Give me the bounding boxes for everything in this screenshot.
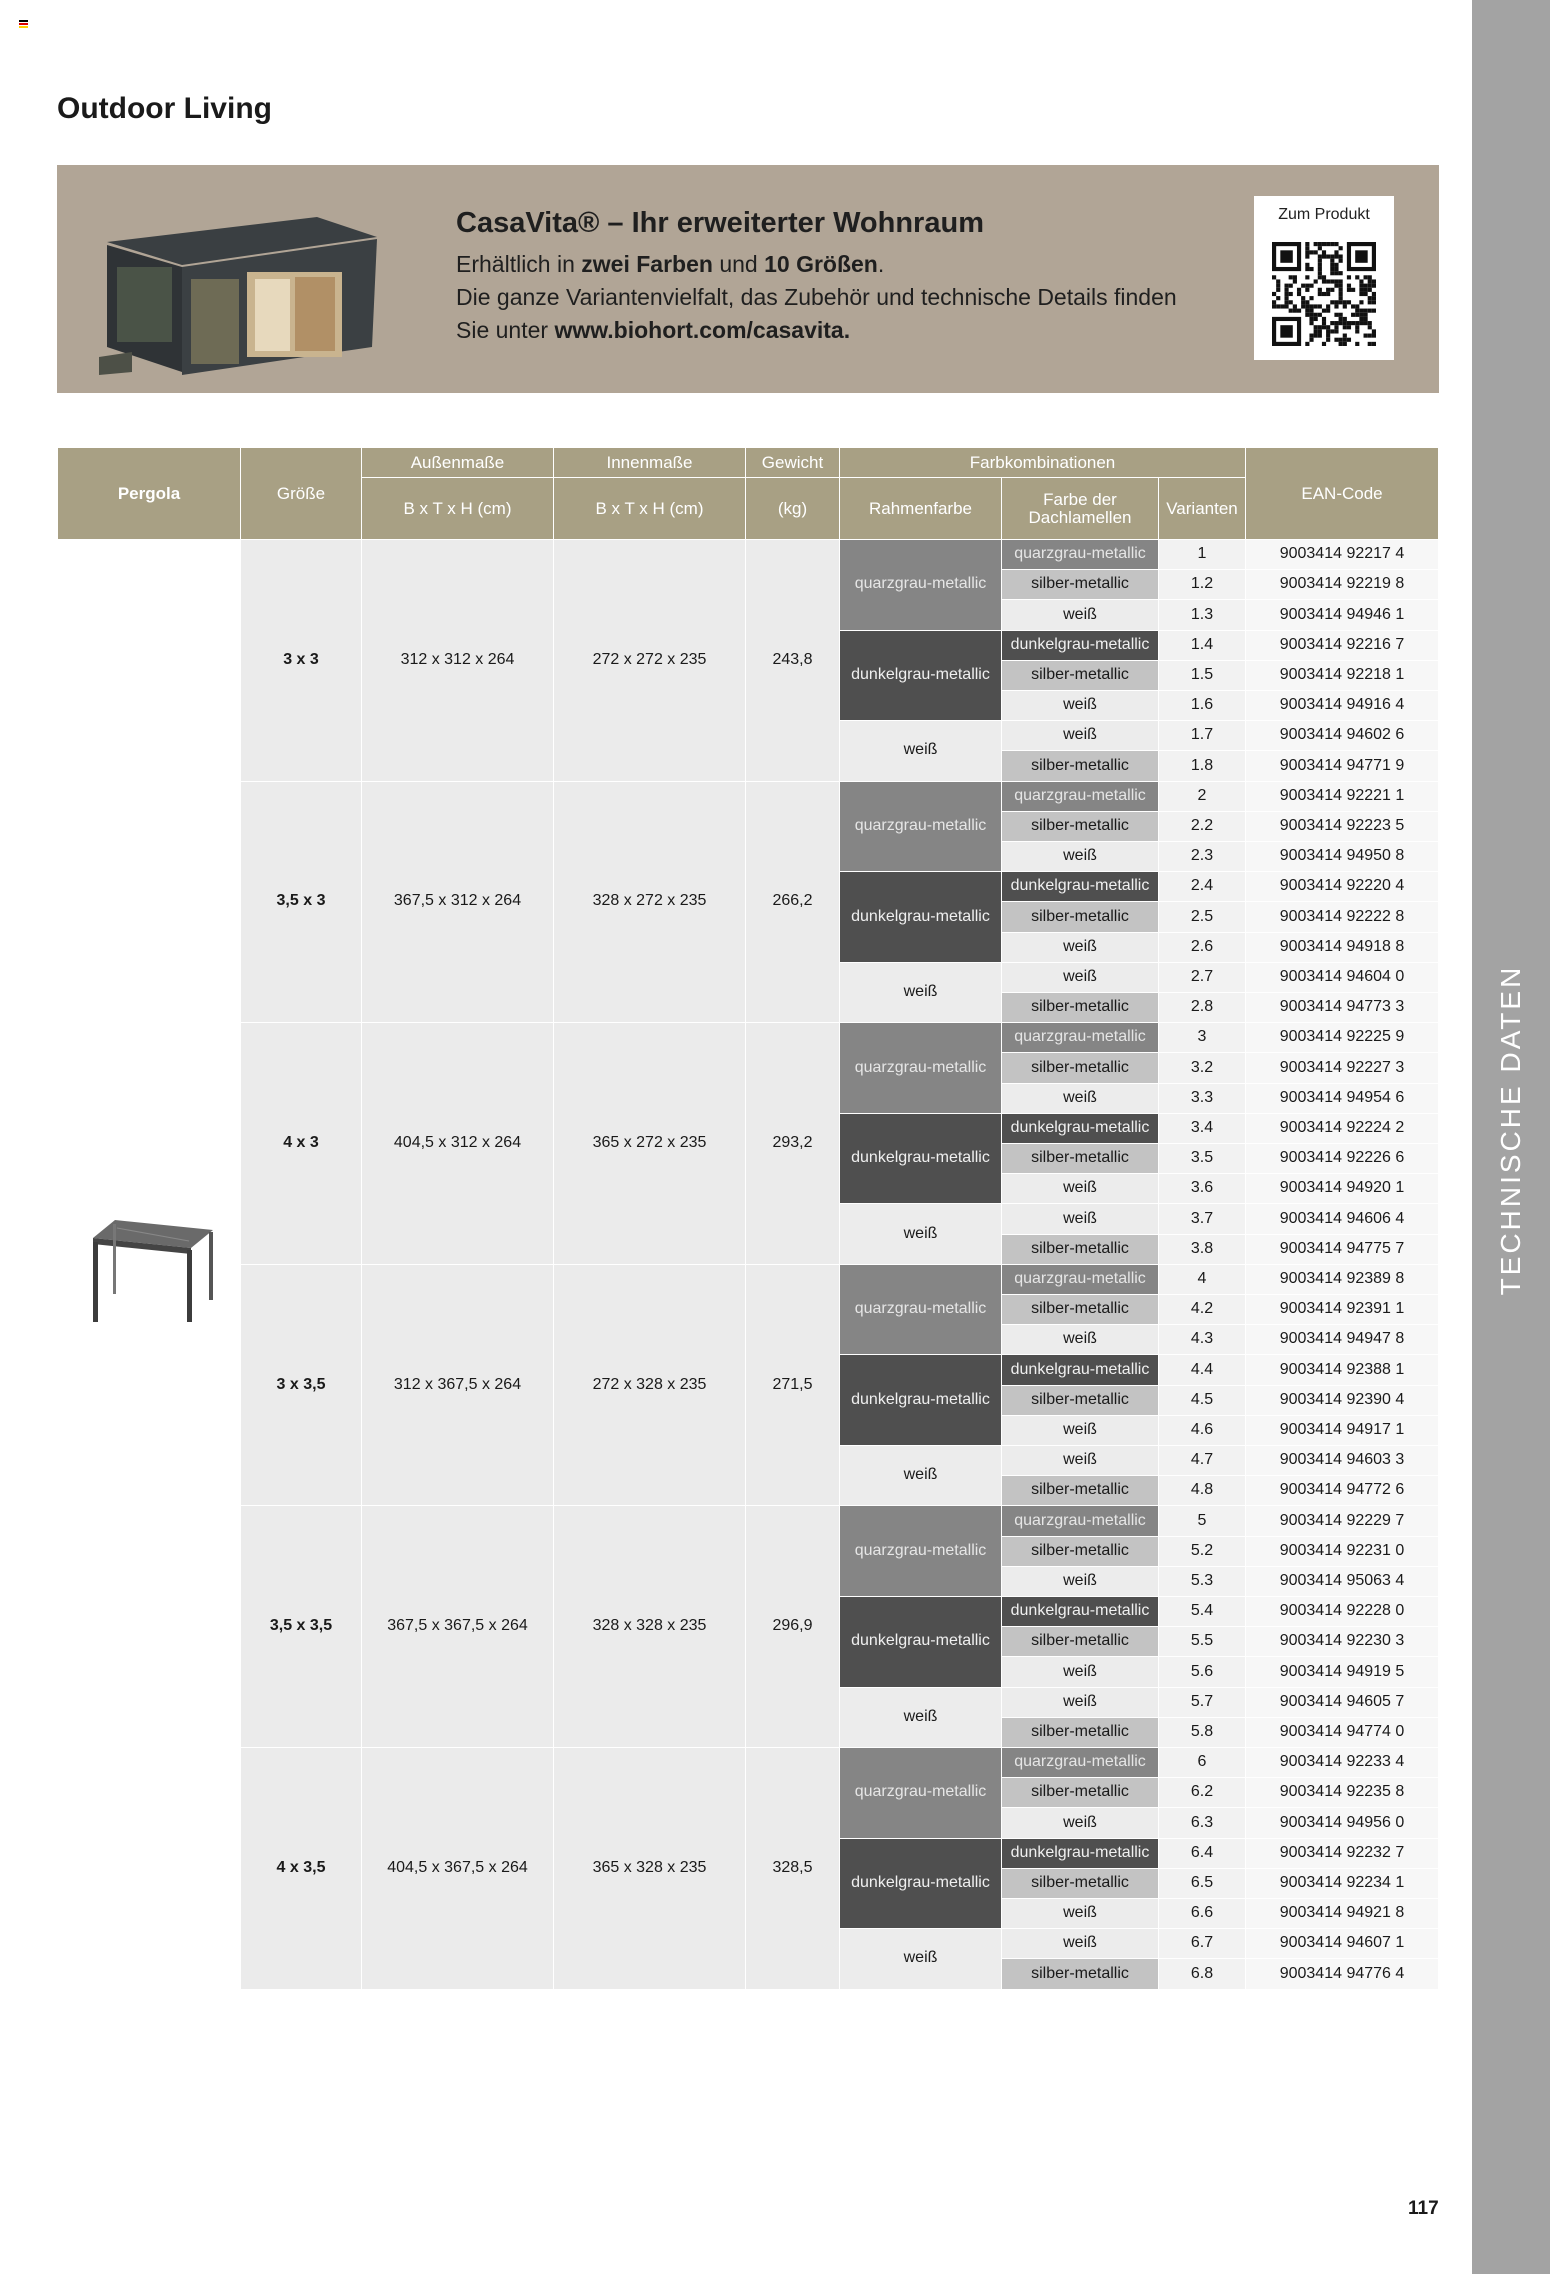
variante-cell: 5.2 (1159, 1537, 1245, 1566)
variante-cell: 5 (1159, 1506, 1245, 1535)
dachlamellen-cell: dunkelgrau-metallic (1002, 1597, 1158, 1626)
size-cell: 3,5 x 3,5 (241, 1506, 361, 1747)
ean-cell: 9003414 95063 4 (1246, 1567, 1438, 1596)
variante-cell: 6.6 (1159, 1899, 1245, 1928)
ean-cell: 9003414 92224 2 (1246, 1114, 1438, 1143)
variante-cell: 5.8 (1159, 1718, 1245, 1747)
variante-cell: 2.8 (1159, 993, 1245, 1022)
dachlamellen-cell: weiß (1002, 1688, 1158, 1717)
ean-cell: 9003414 92391 1 (1246, 1295, 1438, 1324)
dachlamellen-cell: silber-metallic (1002, 1959, 1158, 1988)
ean-cell: 9003414 92220 4 (1246, 872, 1438, 901)
rahmenfarbe-cell: quarzgrau-metallic (840, 1265, 1001, 1355)
ean-cell: 9003414 92231 0 (1246, 1537, 1438, 1566)
ean-cell: 9003414 92216 7 (1246, 631, 1438, 660)
variante-cell: 2 (1159, 782, 1245, 811)
ean-cell: 9003414 92222 8 (1246, 902, 1438, 931)
variante-cell: 5.6 (1159, 1657, 1245, 1686)
rahmenfarbe-cell: quarzgrau-metallic (840, 540, 1001, 630)
gewicht-cell: 296,9 (746, 1506, 839, 1747)
ean-cell: 9003414 94606 4 (1246, 1204, 1438, 1233)
ean-cell: 9003414 94946 1 (1246, 600, 1438, 629)
variante-cell: 6.4 (1159, 1839, 1245, 1868)
gewicht-cell: 266,2 (746, 782, 839, 1023)
variante-cell: 3.2 (1159, 1053, 1245, 1082)
variante-cell: 1.2 (1159, 570, 1245, 599)
dachlamellen-cell: silber-metallic (1002, 1053, 1158, 1082)
dachlamellen-cell: weiß (1002, 691, 1158, 720)
rahmenfarbe-cell: weiß (840, 1204, 1001, 1263)
header-rahmenfarbe: Rahmenfarbe (840, 478, 1001, 539)
header-groesse: Größe (241, 448, 361, 539)
banner-line-2: Die ganze Variantenvielfalt, das Zubehör und technische Details finden (456, 284, 1177, 310)
gewicht-cell: 243,8 (746, 540, 839, 781)
ean-cell: 9003414 92223 5 (1246, 812, 1438, 841)
innenmasse-cell: 272 x 272 x 235 (554, 540, 745, 781)
variante-cell: 3.4 (1159, 1114, 1245, 1143)
dachlamellen-cell: weiß (1002, 1204, 1158, 1233)
dachlamellen-cell: silber-metallic (1002, 902, 1158, 931)
pergola-table (57, 447, 1438, 1993)
rahmenfarbe-cell: weiß (840, 721, 1001, 780)
ean-cell: 9003414 94602 6 (1246, 721, 1438, 750)
header-innenmasse: Innenmaße (554, 448, 745, 477)
dachlamellen-cell: silber-metallic (1002, 993, 1158, 1022)
ean-cell: 9003414 92388 1 (1246, 1355, 1438, 1384)
variante-cell: 4.4 (1159, 1355, 1245, 1384)
rahmenfarbe-cell: quarzgrau-metallic (840, 1023, 1001, 1113)
dachlamellen-cell: dunkelgrau-metallic (1002, 1114, 1158, 1143)
ean-cell: 9003414 92390 4 (1246, 1386, 1438, 1415)
variante-cell: 2.7 (1159, 963, 1245, 992)
dachlamellen-cell: dunkelgrau-metallic (1002, 872, 1158, 901)
rahmenfarbe-cell: quarzgrau-metallic (840, 1748, 1001, 1838)
dachlamellen-cell: weiß (1002, 1446, 1158, 1475)
variante-cell: 1.7 (1159, 721, 1245, 750)
size-cell: 3,5 x 3 (241, 782, 361, 1023)
dachlamellen-cell: silber-metallic (1002, 1476, 1158, 1505)
size-cell: 3 x 3,5 (241, 1265, 361, 1506)
variante-cell: 3.5 (1159, 1144, 1245, 1173)
dachlamellen-cell: weiß (1002, 1808, 1158, 1837)
header-aussen-sub: B x T x H (cm) (362, 478, 553, 539)
header-varianten: Varianten (1159, 478, 1245, 539)
ean-cell: 9003414 94774 0 (1246, 1718, 1438, 1747)
header-ean: EAN-Code (1246, 448, 1438, 539)
aussenmasse-cell: 404,5 x 367,5 x 264 (362, 1748, 553, 1989)
variante-cell: 4 (1159, 1265, 1245, 1294)
ean-cell: 9003414 92217 4 (1246, 540, 1438, 569)
gewicht-cell: 271,5 (746, 1265, 839, 1506)
ean-cell: 9003414 94604 0 (1246, 963, 1438, 992)
dachlamellen-cell: silber-metallic (1002, 1778, 1158, 1807)
dachlamellen-cell: weiß (1002, 1657, 1158, 1686)
variante-cell: 1.3 (1159, 600, 1245, 629)
dachlamellen-cell: silber-metallic (1002, 1627, 1158, 1656)
ean-cell: 9003414 94916 4 (1246, 691, 1438, 720)
dachlamellen-cell: silber-metallic (1002, 1144, 1158, 1173)
variante-cell: 5.7 (1159, 1688, 1245, 1717)
variante-cell: 4.8 (1159, 1476, 1245, 1505)
innenmasse-cell: 328 x 328 x 235 (554, 1506, 745, 1747)
gewicht-cell: 328,5 (746, 1748, 839, 1989)
size-cell: 4 x 3 (241, 1023, 361, 1264)
dachlamellen-cell: silber-metallic (1002, 1235, 1158, 1264)
innenmasse-cell: 365 x 272 x 235 (554, 1023, 745, 1264)
header-gewicht-sub: (kg) (746, 478, 839, 539)
dachlamellen-cell: silber-metallic (1002, 570, 1158, 599)
rahmenfarbe-cell: weiß (840, 1688, 1001, 1747)
ean-cell: 9003414 92235 8 (1246, 1778, 1438, 1807)
ean-cell: 9003414 94776 4 (1246, 1959, 1438, 1988)
dachlamellen-cell: silber-metallic (1002, 1295, 1158, 1324)
dachlamellen-cell: quarzgrau-metallic (1002, 1748, 1158, 1777)
variante-cell: 2.2 (1159, 812, 1245, 841)
variante-cell: 3 (1159, 1023, 1245, 1052)
variante-cell: 1 (1159, 540, 1245, 569)
variante-cell: 2.4 (1159, 872, 1245, 901)
dachlamellen-cell: weiß (1002, 842, 1158, 871)
ean-cell: 9003414 92228 0 (1246, 1597, 1438, 1626)
variante-cell: 1.6 (1159, 691, 1245, 720)
aussenmasse-cell: 312 x 367,5 x 264 (362, 1265, 553, 1506)
aussenmasse-cell: 312 x 312 x 264 (362, 540, 553, 781)
banner-heading: CasaVita® – Ihr erweiterter Wohnraum (456, 207, 984, 239)
header-dachlamellen: Farbe der Dachlamellen (1002, 478, 1158, 539)
ean-cell: 9003414 92233 4 (1246, 1748, 1438, 1777)
ean-cell: 9003414 94773 3 (1246, 993, 1438, 1022)
aussenmasse-cell: 367,5 x 312 x 264 (362, 782, 553, 1023)
variante-cell: 5.3 (1159, 1567, 1245, 1596)
qr-code[interactable] (1272, 242, 1376, 346)
dachlamellen-cell: silber-metallic (1002, 661, 1158, 690)
ean-cell: 9003414 94775 7 (1246, 1235, 1438, 1264)
header-innen-sub: B x T x H (cm) (554, 478, 745, 539)
variante-cell: 3.6 (1159, 1174, 1245, 1203)
variante-cell: 6.8 (1159, 1959, 1245, 1988)
rahmenfarbe-cell: dunkelgrau-metallic (840, 631, 1001, 721)
variante-cell: 6.3 (1159, 1808, 1245, 1837)
variante-cell: 6 (1159, 1748, 1245, 1777)
ean-cell: 9003414 94920 1 (1246, 1174, 1438, 1203)
aussenmasse-cell: 404,5 x 312 x 264 (362, 1023, 553, 1264)
ean-cell: 9003414 92225 9 (1246, 1023, 1438, 1052)
ean-cell: 9003414 94605 7 (1246, 1688, 1438, 1717)
sidebar (1472, 0, 1550, 2274)
dachlamellen-cell: silber-metallic (1002, 1537, 1158, 1566)
variante-cell: 6.5 (1159, 1869, 1245, 1898)
dachlamellen-cell: silber-metallic (1002, 751, 1158, 780)
dachlamellen-cell: weiß (1002, 600, 1158, 629)
header-pergola: Pergola (58, 448, 240, 539)
ean-cell: 9003414 94954 6 (1246, 1084, 1438, 1113)
dachlamellen-cell: weiß (1002, 1325, 1158, 1354)
ean-cell: 9003414 94772 6 (1246, 1476, 1438, 1505)
rahmenfarbe-cell: weiß (840, 1929, 1001, 1988)
innenmasse-cell: 272 x 328 x 235 (554, 1265, 745, 1506)
banner-line-1: Erhältlich in zwei Farben und 10 Größen. (456, 251, 885, 277)
dachlamellen-cell: silber-metallic (1002, 1718, 1158, 1747)
ean-cell: 9003414 94921 8 (1246, 1899, 1438, 1928)
ean-cell: 9003414 92227 3 (1246, 1053, 1438, 1082)
dachlamellen-cell: weiß (1002, 933, 1158, 962)
gewicht-cell: 293,2 (746, 1023, 839, 1264)
ean-cell: 9003414 94607 1 (1246, 1929, 1438, 1958)
dachlamellen-cell: quarzgrau-metallic (1002, 782, 1158, 811)
variante-cell: 4.2 (1159, 1295, 1245, 1324)
ean-cell: 9003414 92230 3 (1246, 1627, 1438, 1656)
dachlamellen-cell: weiß (1002, 1416, 1158, 1445)
page-number: 117 (1408, 2198, 1439, 2219)
aussenmasse-cell: 367,5 x 367,5 x 264 (362, 1506, 553, 1747)
variante-cell: 4.3 (1159, 1325, 1245, 1354)
variante-cell: 3.3 (1159, 1084, 1245, 1113)
innenmasse-cell: 328 x 272 x 235 (554, 782, 745, 1023)
qr-label: Zum Produkt (1278, 206, 1370, 223)
german-flag-icon (19, 20, 28, 27)
size-cell: 3 x 3 (241, 540, 361, 781)
ean-cell: 9003414 92389 8 (1246, 1265, 1438, 1294)
variante-cell: 4.5 (1159, 1386, 1245, 1415)
variante-cell: 5.5 (1159, 1627, 1245, 1656)
ean-cell: 9003414 94947 8 (1246, 1325, 1438, 1354)
dachlamellen-cell: dunkelgrau-metallic (1002, 1355, 1158, 1384)
ean-cell: 9003414 92229 7 (1246, 1506, 1438, 1535)
qr-code-box[interactable] (1254, 196, 1394, 360)
dachlamellen-cell: weiß (1002, 1567, 1158, 1596)
variante-cell: 2.5 (1159, 902, 1245, 931)
dachlamellen-cell: quarzgrau-metallic (1002, 540, 1158, 569)
ean-cell: 9003414 92219 8 (1246, 570, 1438, 599)
dachlamellen-cell: weiß (1002, 1899, 1158, 1928)
variante-cell: 2.6 (1159, 933, 1245, 962)
dachlamellen-cell: silber-metallic (1002, 812, 1158, 841)
header-farbkombinationen: Farbkombinationen (840, 448, 1245, 477)
ean-cell: 9003414 92218 1 (1246, 661, 1438, 690)
variante-cell: 5.4 (1159, 1597, 1245, 1626)
rahmenfarbe-cell: quarzgrau-metallic (840, 1506, 1001, 1596)
ean-cell: 9003414 94603 3 (1246, 1446, 1438, 1475)
rahmenfarbe-cell: quarzgrau-metallic (840, 782, 1001, 872)
rahmenfarbe-cell: dunkelgrau-metallic (840, 872, 1001, 962)
ean-cell: 9003414 94956 0 (1246, 1808, 1438, 1837)
variante-cell: 3.7 (1159, 1204, 1245, 1233)
sidebar-label: TECHNISCHE DATEN (1495, 964, 1526, 1296)
size-cell: 4 x 3,5 (241, 1748, 361, 1989)
variante-cell: 4.7 (1159, 1446, 1245, 1475)
variante-cell: 4.6 (1159, 1416, 1245, 1445)
ean-cell: 9003414 92226 6 (1246, 1144, 1438, 1173)
ean-cell: 9003414 92232 7 (1246, 1839, 1438, 1868)
dachlamellen-cell: weiß (1002, 963, 1158, 992)
ean-cell: 9003414 94950 8 (1246, 842, 1438, 871)
variante-cell: 1.8 (1159, 751, 1245, 780)
innenmasse-cell: 365 x 328 x 235 (554, 1748, 745, 1989)
dachlamellen-cell: dunkelgrau-metallic (1002, 631, 1158, 660)
variante-cell: 3.8 (1159, 1235, 1245, 1264)
rahmenfarbe-cell: dunkelgrau-metallic (840, 1839, 1001, 1929)
dachlamellen-cell: weiß (1002, 1084, 1158, 1113)
rahmenfarbe-cell: weiß (840, 1446, 1001, 1505)
rahmenfarbe-cell: dunkelgrau-metallic (840, 1597, 1001, 1687)
dachlamellen-cell: quarzgrau-metallic (1002, 1265, 1158, 1294)
dachlamellen-cell: quarzgrau-metallic (1002, 1506, 1158, 1535)
dachlamellen-cell: dunkelgrau-metallic (1002, 1839, 1158, 1868)
rahmenfarbe-cell: dunkelgrau-metallic (840, 1114, 1001, 1204)
dachlamellen-cell: quarzgrau-metallic (1002, 1023, 1158, 1052)
dachlamellen-cell: silber-metallic (1002, 1869, 1158, 1898)
ean-cell: 9003414 94918 8 (1246, 933, 1438, 962)
casavita-banner (57, 165, 1439, 393)
variante-cell: 1.4 (1159, 631, 1245, 660)
pergola-image (87, 1216, 217, 1331)
variante-cell: 1.5 (1159, 661, 1245, 690)
ean-cell: 9003414 92221 1 (1246, 782, 1438, 811)
rahmenfarbe-cell: dunkelgrau-metallic (840, 1355, 1001, 1445)
variante-cell: 2.3 (1159, 842, 1245, 871)
ean-cell: 9003414 94917 1 (1246, 1416, 1438, 1445)
ean-cell: 9003414 92234 1 (1246, 1869, 1438, 1898)
banner-line-3: Sie unter www.biohort.com/casavita. (456, 317, 851, 343)
dachlamellen-cell: weiß (1002, 1929, 1158, 1958)
ean-cell: 9003414 94771 9 (1246, 751, 1438, 780)
dachlamellen-cell: weiß (1002, 721, 1158, 750)
garden-house-image (87, 197, 377, 377)
rahmenfarbe-cell: weiß (840, 963, 1001, 1022)
section-title: Outdoor Living (57, 92, 272, 125)
dachlamellen-cell: silber-metallic (1002, 1386, 1158, 1415)
banner-link[interactable]: www.biohort.com/casavita. (554, 317, 851, 343)
ean-cell: 9003414 94919 5 (1246, 1657, 1438, 1686)
header-gewicht: Gewicht (746, 448, 839, 477)
variante-cell: 6.2 (1159, 1778, 1245, 1807)
variante-cell: 6.7 (1159, 1929, 1245, 1958)
dachlamellen-cell: weiß (1002, 1174, 1158, 1203)
header-aussenmasse: Außenmaße (362, 448, 553, 477)
